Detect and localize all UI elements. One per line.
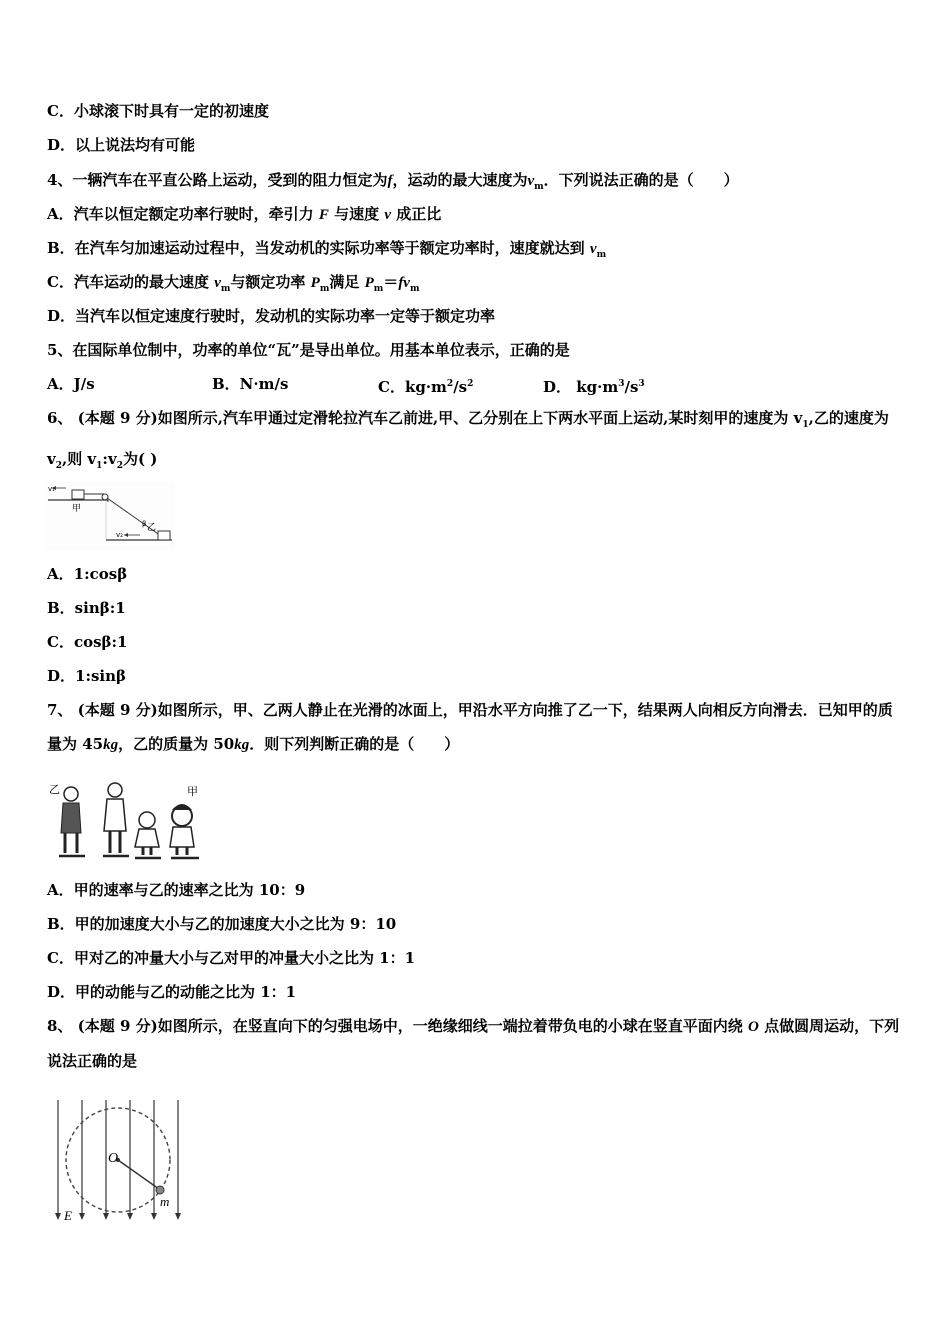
q7-option-c: C．甲对乙的冲量大小与乙对甲的冲量大小之比为 1：1 — [47, 949, 416, 967]
label-m: m — [160, 1194, 170, 1209]
car-yi — [158, 531, 170, 540]
electric-field-figure — [50, 1098, 190, 1224]
q5-option-a: A．J/s — [47, 375, 95, 393]
label-yi: 乙 — [147, 523, 157, 533]
q8-stem: 8、 (本题 9 分)如图所示，在竖直向下的匀强电场中，一绝缘细线一端拉着带负电的小球在竖直平面内绕 O 点做圆周运动，下列说法正确的是 — [47, 1017, 900, 1070]
label-jia: 甲 — [187, 785, 198, 798]
label-v1: v₁ — [48, 485, 55, 493]
q5-option-d: D． $kg\cdot m^3/s^3$ — [543, 378, 645, 396]
label-O: O — [108, 1151, 119, 1166]
q5-option-c: C．$kg\cdot m^2/s^2$ — [378, 378, 474, 396]
q7-stem: 7、 (本题 9 分)如图所示，甲、乙两人静止在光滑的冰面上，甲沿水平方向推了乙一下，结果两人向相反方向滑去．已知甲的质量为 45kg，乙的质量为 50kg．则下列判断正确的是（ ） — [47, 701, 893, 753]
label-jia: 甲 — [72, 504, 82, 514]
label-yi: 乙 — [49, 783, 60, 796]
pulley-figure — [46, 482, 174, 550]
q7-option-d: D．甲的动能与乙的动能之比为 1：1 — [47, 983, 297, 1001]
q7-option-b: B．甲的加速度大小与乙的加速度大小之比为 9：10 — [47, 915, 397, 933]
label-beta: β — [142, 520, 147, 528]
q4-option-a: A．汽车以恒定额定功率行驶时，牵引力 F 与速度 v 成正比 — [47, 205, 442, 223]
q6-stem: 6、 (本题 9 分)如图所示,汽车甲通过定滑轮拉汽车乙前进,甲、乙分别在上下两水平面上运动,某时刻甲的速度为 $v_1$,乙的速度为 $v_2$,则 $v_1:v_2$为( ) — [47, 409, 889, 471]
q6-option-c: C．cosβ:1 — [47, 633, 128, 651]
skaters-figure — [47, 778, 202, 864]
label-E: E — [64, 1208, 72, 1223]
q6-option-a: A．1:cosβ — [47, 565, 128, 583]
q4-option-c: C．汽车运动的最大速度 $v_m$与额定功率 $P_m$满足 $P_m=fv_m$ — [47, 273, 420, 294]
q5-option-b: B．N·m/s — [212, 375, 289, 393]
q6-option-b: B．sinβ:1 — [47, 599, 126, 617]
q6-option-d: D．1:sinβ — [47, 667, 126, 685]
q7-option-a: A．甲的速率与乙的速率之比为 10：9 — [47, 881, 306, 899]
q3-option-d: D．以上说法均有可能 — [47, 136, 196, 154]
q5-stem: 5、在国际单位制中，功率的单位“瓦”是导出单位。用基本单位表示，正确的是 — [47, 341, 570, 359]
q4-stem: 4、一辆汽车在平直公路上运动，受到的阻力恒定为f，运动的最大速度为$v_m$．下列说法正确的是（ ） — [47, 171, 739, 192]
car-jia — [72, 490, 84, 499]
q3-option-c: C．小球滚下时具有一定的初速度 — [47, 102, 269, 120]
string — [118, 1160, 159, 1189]
q4-option-b: B．在汽车匀加速运动过程中，当发动机的实际功率等于额定功率时，速度就达到 $v_m$ — [47, 239, 607, 260]
charged-ball — [156, 1186, 164, 1194]
q4-option-d: D．当汽车以恒定速度行驶时，发动机的实际功率一定等于额定功率 — [47, 307, 496, 325]
label-v2: v₂ — [116, 531, 123, 539]
